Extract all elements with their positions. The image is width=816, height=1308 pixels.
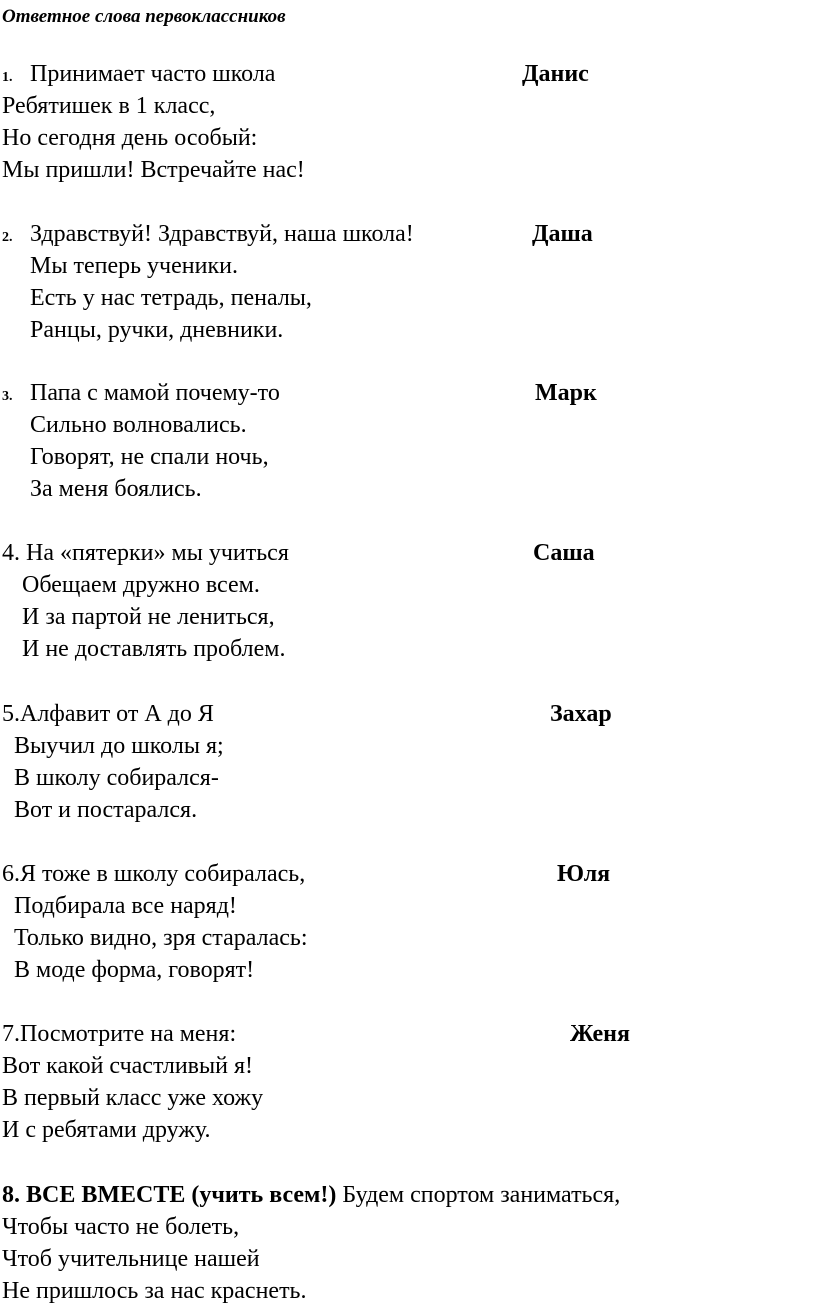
stanza-5-line-4: Вот и постарался.	[14, 797, 198, 823]
stanza-7-line-3: В первый класс уже хожу	[2, 1085, 264, 1111]
stanza-4-speaker: Саша	[533, 540, 595, 566]
stanza-8-line-1: 8. ВСЕ ВМЕСТЕ (учить всем!) Будем спортом заниматься,	[2, 1182, 621, 1208]
stanza-2-line-2: Мы теперь ученики.	[30, 253, 238, 279]
stanza-1-line-4: Мы пришли! Встречайте нас!	[2, 157, 305, 183]
stanza-7-line-4: И с ребятами дружу.	[2, 1117, 211, 1143]
stanza-3-line-3: Говорят, не спали ночь,	[30, 444, 269, 470]
stanza-1-line-1: 1. Принимает часто школа	[2, 60, 275, 92]
stanza-7-number: 7.	[2, 1021, 20, 1047]
stanza-4-line-2: Обещаем дружно всем.	[22, 572, 260, 598]
stanza-4-line-3: И за партой не лениться,	[22, 604, 275, 630]
stanza-1-line-2: Ребятишек в 1 класс,	[2, 93, 216, 119]
stanza-8-line-2: Чтобы часто не болеть,	[2, 1214, 240, 1240]
stanza-3-line-2: Сильно волновались.	[30, 412, 247, 438]
stanza-5-line-3: В школу собирался-	[14, 765, 219, 791]
stanza-6-line-2: Подбирала все наряд!	[14, 893, 237, 919]
stanza-2-speaker: Даша	[532, 221, 593, 247]
stanza-2-line-3: Есть у нас тетрадь, пеналы,	[30, 285, 312, 311]
stanza-1-number: 1.	[2, 70, 13, 85]
stanza-4-line-4: И не доставлять проблем.	[22, 636, 286, 662]
stanza-7-line-1: 7.Посмотрите на меня:	[2, 1021, 237, 1047]
stanza-5-line-1: 5.Алфавит от А до Я	[2, 701, 214, 727]
stanza-6-speaker: Юля	[557, 861, 611, 887]
stanza-6-number: 6.	[2, 861, 20, 887]
stanza-3-speaker: Марк	[535, 380, 597, 406]
stanza-5-number: 5.	[2, 701, 20, 727]
stanza-4-line-1: 4. На «пятерки» мы учиться	[2, 540, 289, 566]
stanza-5-line-2: Выучил до школы я;	[14, 733, 224, 759]
stanza-1-speaker: Данис	[522, 61, 589, 87]
stanza-8-lead: 8. ВСЕ ВМЕСТЕ (учить всем!)	[2, 1182, 337, 1208]
stanza-7-speaker: Женя	[570, 1021, 630, 1047]
page-title: Ответное слова первоклассников	[2, 6, 286, 27]
stanza-5-speaker: Захар	[550, 701, 612, 727]
stanza-6-line-3: Только видно, зря старалась:	[14, 925, 308, 951]
stanza-4-number: 4.	[2, 540, 20, 566]
stanza-3-line-1: 3. Папа с мамой почему-то	[2, 379, 280, 411]
stanza-8-line-4: Не пришлось за нас краснеть.	[2, 1278, 307, 1304]
stanza-7-line-2: Вот какой счастливый я!	[2, 1053, 254, 1079]
stanza-8-line-3: Чтоб учительнице нашей	[2, 1246, 260, 1272]
stanza-3-line-4: За меня боялись.	[30, 476, 202, 502]
stanza-2-line-1: 2. Здравствуй! Здравствуй, наша школа!	[2, 220, 414, 252]
stanza-3-number: 3.	[2, 389, 13, 404]
stanza-6-line-4: В моде форма, говорят!	[14, 957, 255, 983]
stanza-6-line-1: 6.Я тоже в школу собиралась,	[2, 861, 306, 887]
stanza-1-line-3: Но сегодня день особый:	[2, 125, 258, 151]
stanza-2-number: 2.	[2, 230, 13, 245]
stanza-2-line-4: Ранцы, ручки, дневники.	[30, 317, 284, 343]
